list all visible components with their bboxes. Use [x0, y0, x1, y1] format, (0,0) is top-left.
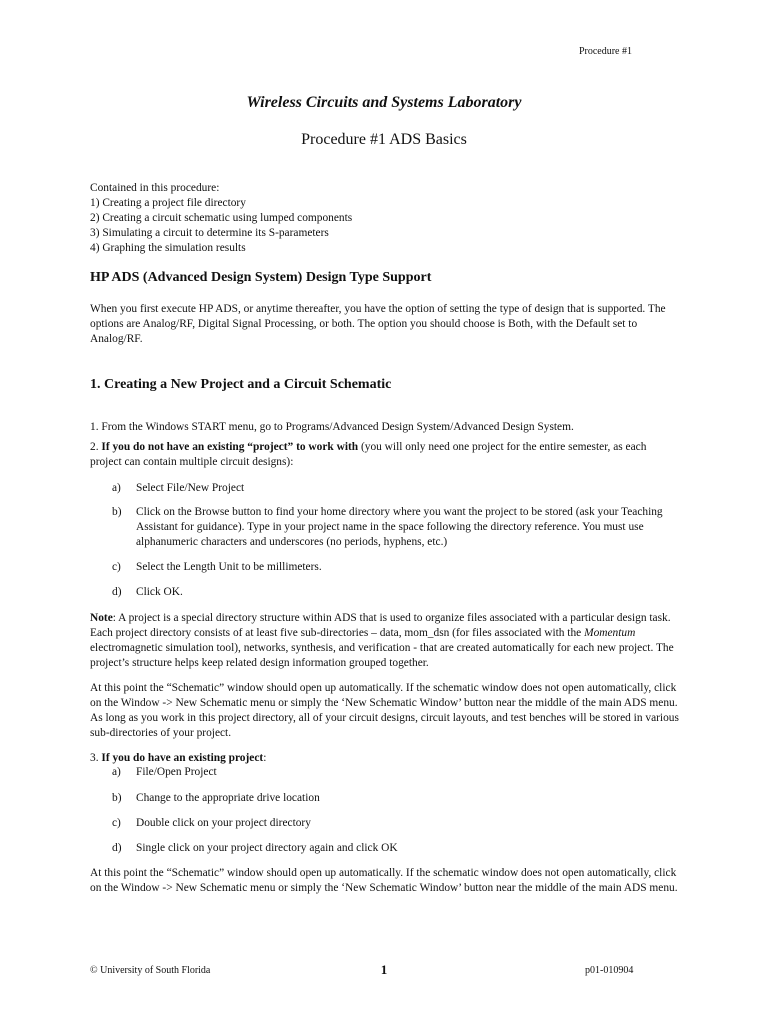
step-2-number: 2. [90, 441, 102, 453]
list-item-label: b) [112, 506, 122, 518]
procedure-title: Procedure #1 ADS Basics [301, 131, 467, 148]
list-item-label: d) [112, 586, 122, 598]
step-3-colon: : [263, 752, 267, 764]
running-header: Procedure #1 [578, 46, 632, 57]
note-italic: Momentum [584, 627, 636, 639]
list-item [112, 841, 672, 856]
list-item [112, 791, 672, 806]
note-text-2: electromagnetic simulation tool), networks, synthesis, and verification - that are created automatically for each new project. The project’s structure helps keep related design information grouped together. [90, 642, 674, 669]
list-item-label: a) [112, 766, 121, 778]
contents-item: 1) Creating a project file directory [90, 197, 246, 209]
contents-item: 2) Creating a circuit schematic using lumped components [90, 212, 353, 224]
list-item [112, 816, 672, 831]
contents-item: 4) Graphing the simulation results [90, 242, 246, 254]
list-item [112, 505, 672, 550]
footer-doc-code: p01-010904 [585, 965, 634, 976]
list-item-text: Click on the Browse button to find your home directory where you want the project to be stored (ask your Teaching Assistant for guidance). Type in your project name in the space following the directory reference. You must use alphanumeric characters and underscores (no periods, hyphens, etc.) [136, 506, 663, 548]
schematic-paragraph-1: At this point the “Schematic” window should open up automatically. If the schematic window does not open automatically, click on the Window -> New Schematic menu or simply the ‘New Schematic Window’ button near the middle of the main ADS menu. As long as you work in this project directory, all of your circuit designs, circuit layouts, and test benches will be stored in various sub-directories of your project. [90, 682, 679, 739]
note-label: Note [90, 612, 113, 624]
list-item [112, 585, 672, 600]
list-item-text: Single click on your project directory again and click OK [136, 842, 398, 854]
schematic-paragraph-2: At this point the “Schematic” window should open up automatically. If the schematic window does not open automatically, click on the Window -> New Schematic menu or simply the ‘New Schematic Window’ button near the middle of the main ADS menu. [90, 867, 678, 894]
contents-list [90, 181, 680, 256]
note-paragraph [90, 611, 680, 671]
step-1: 1. From the Windows START menu, go to Programs/Advanced Design System/Advanced Design System. [90, 421, 574, 433]
footer-copyright: © University of South Florida [90, 965, 211, 976]
page-number: 1 [380, 962, 388, 977]
list-item-label: a) [112, 482, 121, 494]
step-3-number: 3. [90, 752, 102, 764]
list-item-label: c) [112, 817, 121, 829]
contents-item: 3) Simulating a circuit to determine its S-parameters [90, 227, 329, 239]
list-item [112, 560, 672, 575]
list-item-text: Change to the appropriate drive location [136, 792, 320, 804]
list-item-text: Select the Length Unit to be millimeters. [136, 561, 322, 573]
step-3-bold: If you do have an existing project [101, 752, 264, 764]
step-2-rest: (you will only need one project for the entire semester, as each project can contain multiple circuit designs): [90, 441, 647, 468]
list-item-label: b) [112, 792, 122, 804]
design-type-heading: HP ADS (Advanced Design System) Design Type Support [90, 270, 432, 285]
step-2 [90, 440, 680, 470]
list-item-label: c) [112, 561, 121, 573]
list-item-text: Double click on your project directory [136, 817, 311, 829]
list-item [112, 481, 672, 496]
list-item-text: File/Open Project [136, 766, 217, 778]
list-item-text: Click OK. [136, 586, 183, 598]
design-type-paragraph: When you first execute HP ADS, or anytime thereafter, you have the option of setting the type of design that is supported. The options are Analog/RF, Digital Signal Processing, or both. The option you should choose is Both, with the Default set to Analog/RF. [90, 303, 666, 345]
lab-title: Wireless Circuits and Systems Laboratory [246, 94, 522, 111]
list-item-label: d) [112, 842, 122, 854]
section1-heading: 1. Creating a New Project and a Circuit Schematic [90, 377, 392, 392]
step-3 [90, 751, 680, 766]
note-text-1: : A project is a special directory structure within ADS that is used to organize files associated with a particular design task. Each project directory consists of at least five sub-directories – data, mom_dsn (for files associated with the [90, 612, 671, 639]
contents-intro: Contained in this procedure: [90, 182, 220, 194]
list-item [112, 765, 672, 780]
step-2-bold: If you do not have an existing “project” to work with [101, 441, 359, 453]
list-item-text: Select File/New Project [136, 482, 245, 494]
